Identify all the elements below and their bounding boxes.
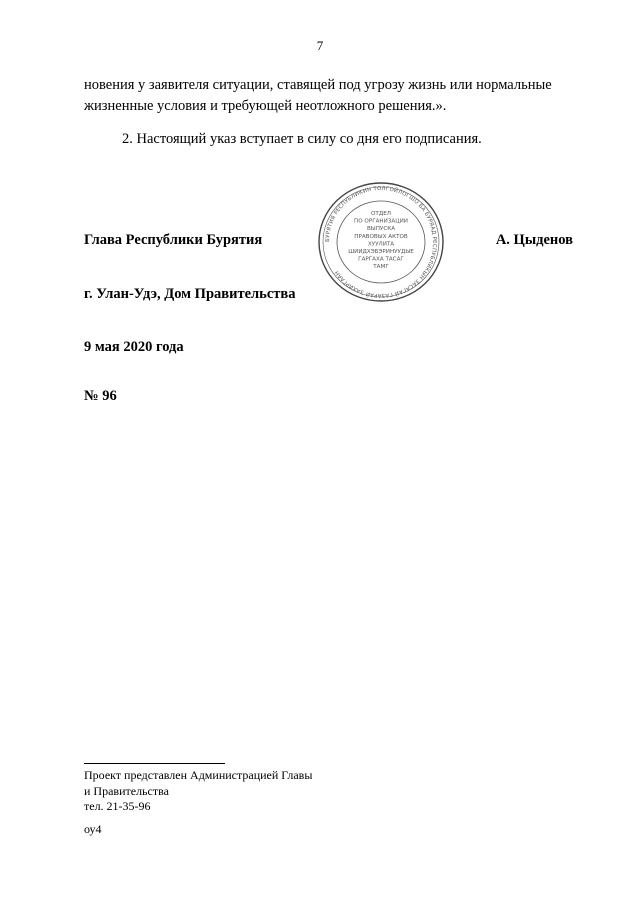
signer-title: Глава Республики Бурятия: [84, 232, 263, 248]
document-code: оу4: [84, 822, 102, 836]
signing-date: 9 мая 2020 года: [84, 339, 184, 355]
seal-center-line: ХУУЛИТА: [367, 241, 395, 248]
paragraph-item-2: 2. Настоящий указ вступает в силу со дня его подписания.: [122, 131, 482, 147]
seal-center-line: ОТДЕЛ: [371, 211, 391, 217]
decree-number: № 96: [84, 388, 117, 404]
footnote-line: и Правительства: [84, 783, 169, 798]
footnote-divider: [84, 763, 225, 764]
seal-center-line: ГАРГАХА ТАСАГ: [358, 256, 404, 263]
footnote: [84, 768, 312, 815]
paragraph-continuation: новения у заявителя ситуации, ставящей под угрозу жизнь или нормальные жизненные условия и требующей неотложного решения.».: [84, 77, 552, 114]
seal-center-line: ВЫПУСКА: [366, 226, 396, 233]
seal-outer-text: БУРЯТИЯ РЕСПУБЛИКИН ТОЛГОЙЛОГШО БА БУРЯАД РЕСПУБЛИКЫН ЗАСАГАЙ ГАЗАРАЙ ЗАХИРГААН: [324, 185, 438, 299]
seal-center-line: ПО ОРГАНИЗАЦИИ: [354, 218, 408, 225]
place-of-signing: г. Улан-Удэ, Дом Правительства: [84, 286, 296, 302]
seal-center-line: ТАМГ: [373, 264, 389, 271]
signer-name: А. Цыденов: [495, 232, 573, 248]
seal-center-line: ШИИДХЭБЭРИНУУДЫЕ: [348, 249, 414, 255]
footnote-line: тел. 21-35-96: [84, 799, 151, 813]
page-number: 7: [316, 38, 324, 53]
seal-center-line: ПРАВОВЫХ АКТОВ: [354, 233, 408, 240]
footnote-line: Проект представлен Администрацией Главы: [84, 768, 313, 782]
official-seal: [316, 181, 446, 303]
